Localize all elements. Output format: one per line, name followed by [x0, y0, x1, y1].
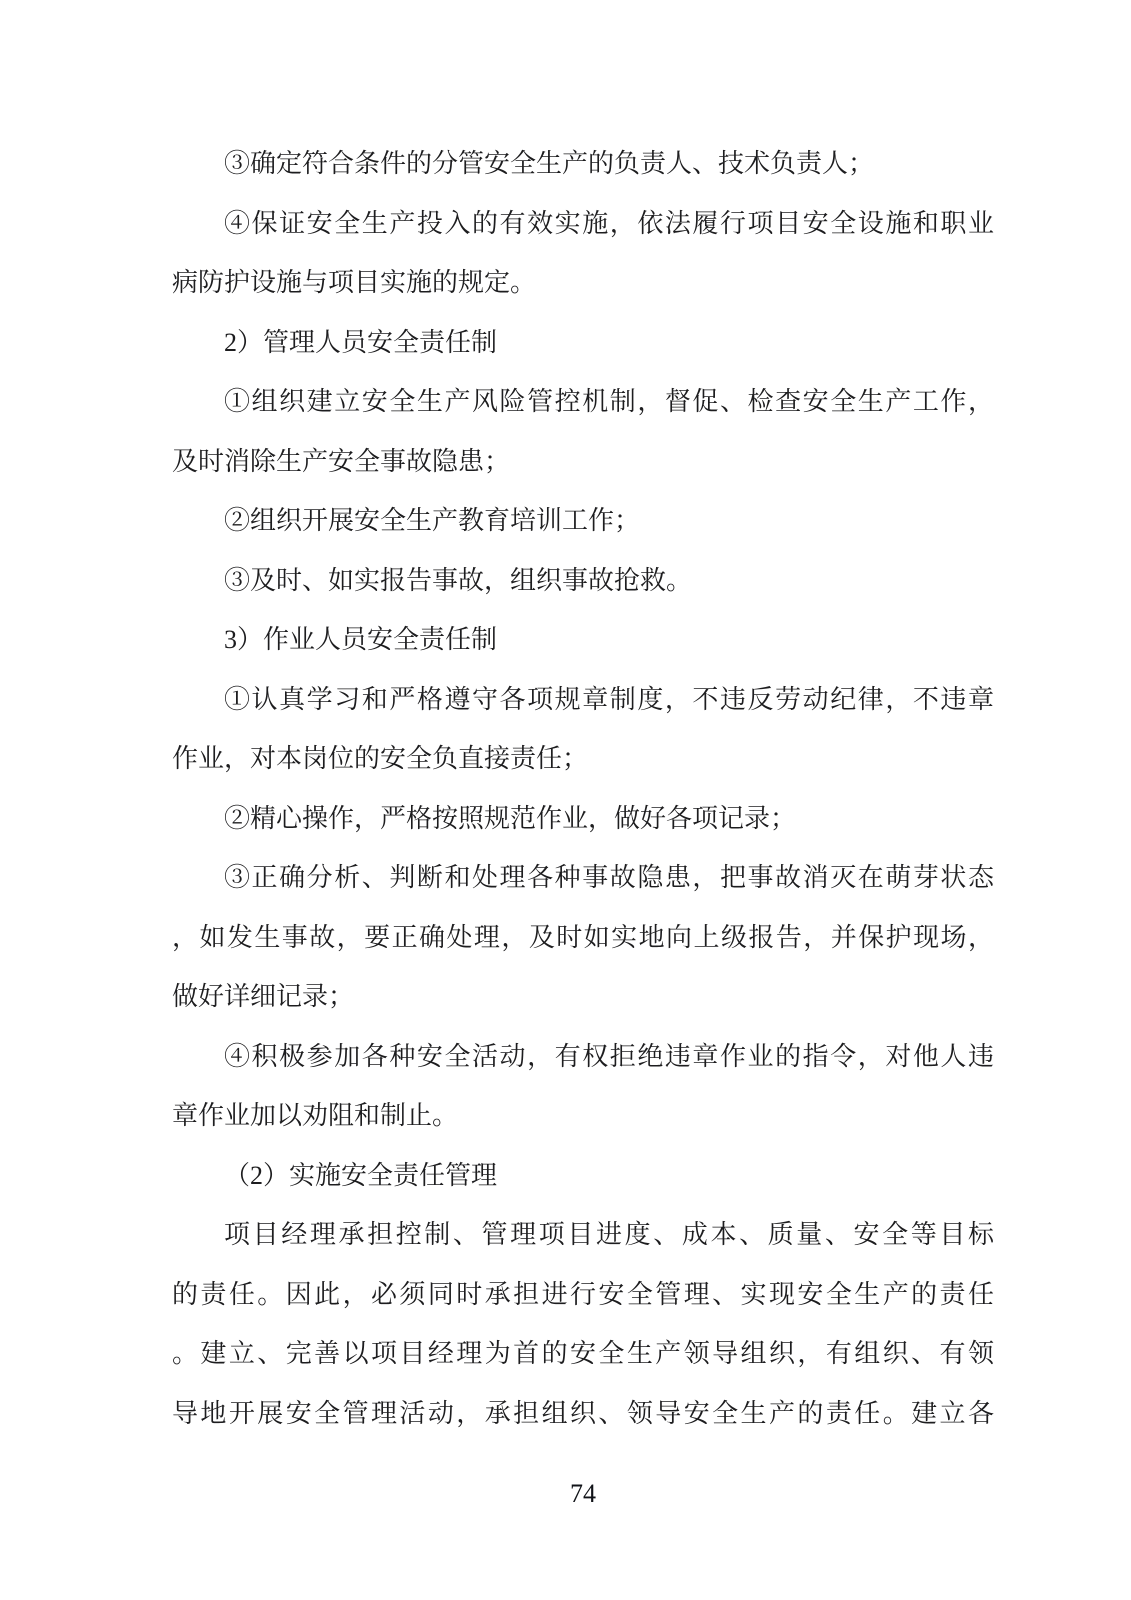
- text-line: 作业，对本岗位的安全负直接责任；: [172, 744, 589, 773]
- text-line: 。建立、完善以项目经理为首的安全生产领导组织，有组织、有领: [172, 1339, 994, 1368]
- text-line: 3）作业人员安全责任制: [224, 625, 498, 654]
- paragraph: [172, 551, 994, 611]
- document-body: [172, 134, 994, 1443]
- text-line: 2）管理人员安全责任制: [224, 327, 498, 357]
- paragraph: [172, 313, 994, 373]
- page-number: 74: [570, 1479, 596, 1508]
- paragraph: [172, 194, 994, 313]
- paragraph: [172, 610, 994, 670]
- paragraph: [172, 789, 994, 849]
- text-line: 章作业加以劝阻和制止。: [172, 1101, 459, 1130]
- paragraph: [172, 372, 994, 491]
- text-line: 导地开展安全管理活动，承担组织、领导安全生产的责任。建立各: [172, 1398, 994, 1428]
- text-line: ③确定符合条件的分管安全生产的负责人、技术负责人；: [224, 149, 875, 178]
- text-line: ①组织建立安全生产风险管控机制，督促、检查安全生产工作，: [224, 387, 994, 416]
- paragraph: [172, 491, 994, 551]
- text-line: 及时消除生产安全事故隐患；: [172, 446, 511, 476]
- text-line: （2）实施安全责任管理: [224, 1160, 498, 1190]
- text-line: ①认真学习和严格遵守各项规章制度，不违反劳动纪律，不违章: [224, 684, 994, 714]
- text-line: ③正确分析、判断和处理各种事故隐患，把事故消灭在萌芽状态: [224, 863, 994, 892]
- paragraph: [172, 1027, 994, 1146]
- text-line: ，如发生事故，要正确处理，及时如实地向上级报告，并保护现场，: [172, 922, 994, 952]
- paragraph: [172, 848, 994, 1027]
- text-line: 的责任。因此，必须同时承担进行安全管理、实现安全生产的责任: [172, 1279, 994, 1309]
- text-line: 病防护设施与项目实施的规定。: [172, 268, 537, 297]
- text-line: ④积极参加各种安全活动，有权拒绝违章作业的指令，对他人违: [224, 1041, 994, 1071]
- paragraph: [172, 670, 994, 789]
- text-line: ②精心操作，严格按照规范作业，做好各项记录；: [224, 803, 797, 833]
- paragraph: [172, 1205, 994, 1443]
- text-line: ④保证安全生产投入的有效实施，依法履行项目安全设施和职业: [224, 208, 994, 238]
- text-line: 项目经理承担控制、管理项目进度、成本、质量、安全等目标: [224, 1220, 994, 1249]
- paragraph: [172, 1146, 994, 1206]
- text-line: ③及时、如实报告事故，组织事故抢救。: [224, 565, 693, 595]
- paragraph: [172, 134, 994, 194]
- text-line: ②组织开展安全生产教育培训工作；: [224, 506, 641, 535]
- text-line: 做好详细记录；: [172, 982, 355, 1011]
